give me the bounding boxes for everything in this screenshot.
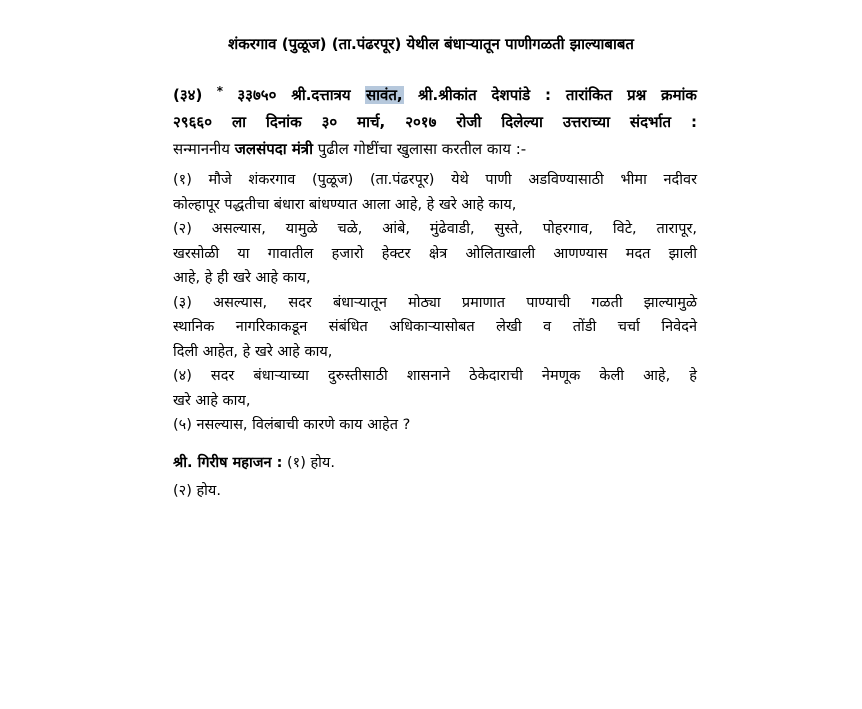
item-4-line-1: (४) सदर बंधाऱ्याच्या दुरुस्तीसाठी शासनाने ठेकेदाराची नेमणूक केली आहे, हे [173,368,697,384]
item-3-line-1: (३) असल्यास, सदर बंधाऱ्यातून मोठ्या प्रमाणात पाण्याची गळती झाल्यामुळे [173,294,697,311]
minister-title: जलसंपदा मंत्री [234,140,313,158]
item-2-line-3: आहे, हे ही खरे आहे काय, [173,270,311,286]
question-line-1 [173,78,697,109]
question-item-3 [173,291,697,365]
document-title: शंकरगाव (पुळूज) (ता.पंढरपूर) येथील बंधाऱ्यातून पाणीगळती झाल्याबाबत [228,35,634,53]
question-item-2 [173,217,697,291]
question-item-4 [173,364,697,413]
question-line-1-rest: श्री.श्रीकांत देशपांडे : तारांकित प्रश्न क्रमांक [418,86,697,104]
answer-block [173,449,697,505]
answering-minister-name: श्री. गिरीष महाजन : [173,455,283,471]
item-2-line-2: खरसोळी या गावातील हजारो हेक्टर क्षेत्र ओलिताखाली आणण्यास मदत झाली [173,245,697,262]
item-4-line-2: खरे आहे काय, [173,392,251,409]
question-line-2: २९६६० ला दिनांक ३० मार्च, २०१७ रोजी दिलेल्या उत्तराच्या संदर्भात : [173,113,697,131]
honorific: सन्माननीय [173,140,231,158]
starred-marker: * [216,84,223,98]
answer-line-1 [173,449,697,477]
question-line-3 [173,136,697,163]
question-items [173,168,697,438]
question-item-5 [173,413,697,438]
question-id-member: ३३७५० श्री.दत्तात्रय [237,86,351,104]
item-2-line-1: (२) असल्यास, यामुळे चळे, आंबे, मुंढेवाडी, सुस्ते, पोहरगाव, विटे, तारापूर, [173,221,697,237]
item-3-line-2: स्थानिक नागरिकाकडून संबंधित अधिकाऱ्यासोबत लेखी व तोंडी चर्चा निवेदने [173,319,697,335]
answer-2: (२) होय. [173,483,221,499]
item-5-line-1: (५) नसल्यास, विलंबाची कारणे काय आहेत ? [173,417,411,433]
item-1-line-1: (१) मौजे शंकरगाव (पुळूज) (ता.पंढरपूर) येथे पाणी अडविण्यासाठी भीमा नदीवर [173,172,697,188]
question-number: (३४) [173,86,203,104]
answer-1: (१) होय. [287,455,335,471]
item-1-line-2: कोल्हापूर पद्धतीचा बंधारा बांधण्यात आला आहे, हे खरे आहे काय, [173,196,517,213]
question-header [173,78,697,163]
question-item-1 [173,168,697,217]
question-prompt: पुढील गोष्टींचा खुलासा करतील काय :- [317,140,527,158]
highlighted-member-name: सावंत, [366,86,403,104]
item-3-line-3: दिली आहेत, हे खरे आहे काय, [173,343,333,360]
